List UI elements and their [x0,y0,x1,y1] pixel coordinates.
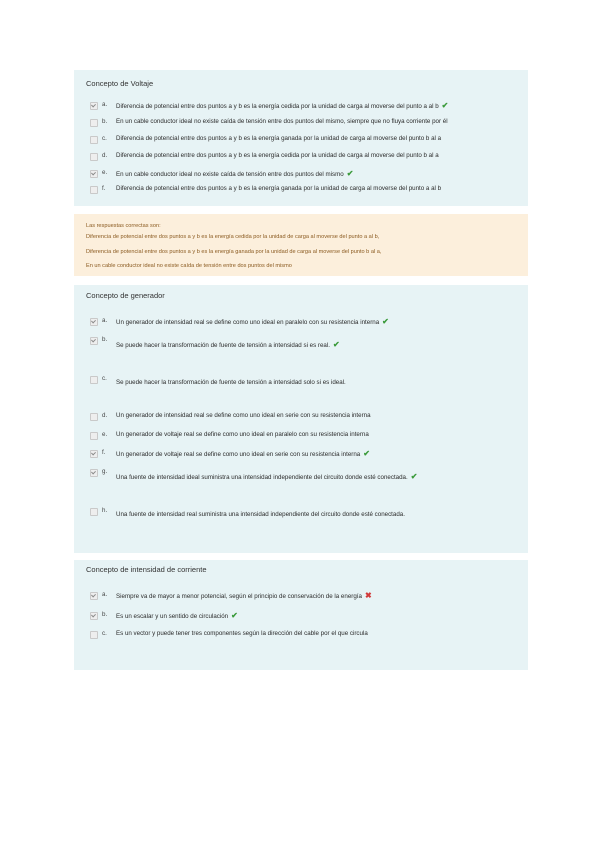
answer-option-f[interactable] [90,185,520,197]
correct-check-icon: ✔ [441,101,449,110]
option-letter: f. [102,185,106,192]
correct-check-icon: ✔ [410,472,418,481]
answer-option-e[interactable] [90,431,520,443]
checkbox[interactable] [90,318,98,326]
question-intensidad-panel [74,560,528,670]
correct-check-icon: ✔ [346,169,354,178]
option-letter: d. [102,152,108,159]
option-text: Se puede hacer la transformación de fuente de tensión a intensidad si es real. ✔ [116,340,340,349]
option-text: Es un vector y puede tener tres componentes según la dirección del cable por el que circula [116,630,368,637]
checkbox[interactable] [90,376,98,384]
checkbox[interactable] [90,612,98,620]
feedback-line: En un cable conductor ideal no existe caída de tensión entre dos puntos del mismo [86,263,292,269]
answer-option-b[interactable] [90,118,520,130]
option-letter: h. [102,507,108,514]
feedback-line: Diferencia de potencial entre dos puntos a y b es la energía ganada por la unidad de carga al moverse del punto b al a, [86,249,382,255]
answer-option-d[interactable] [90,152,520,164]
option-letter: c. [102,375,107,382]
option-letter: a. [102,101,108,108]
option-text: Diferencia de potencial entre dos puntos a y b es la energía cedida por la unidad de carga al moverse del punto a al b ✔ [116,101,449,110]
checkbox[interactable] [90,170,98,178]
option-text: Un generador de voltaje real se define como uno ideal en paralelo con su resistencia interna [116,431,369,438]
answer-option-b[interactable] [90,611,520,623]
correct-check-icon: ✔ [382,317,389,326]
question-voltaje-panel [74,70,528,206]
option-letter: f. [102,449,106,456]
option-letter: b. [102,611,108,618]
option-letter: a. [102,317,108,324]
feedback-line: Diferencia de potencial entre dos puntos a y b es la energía cedida por la unidad de carga al moverse del punto a al b, [86,234,380,240]
option-text: Un generador de intensidad real se define como uno ideal en serie con su resistencia interna [116,412,371,419]
option-letter: e. [102,431,108,438]
option-text: Una fuente de intensidad ideal suministra una intensidad independiente del circuito donde esté conectada. ✔ [116,472,418,481]
checkbox[interactable] [90,337,98,345]
feedback-panel [74,214,528,276]
option-letter: b. [102,336,108,343]
checkbox[interactable] [90,592,98,600]
checkbox[interactable] [90,413,98,421]
checkbox[interactable] [90,102,98,110]
answer-option-c[interactable] [90,375,520,391]
question-title: Concepto de intensidad de corriente [86,565,207,574]
option-letter: c. [102,630,107,637]
option-letter: a. [102,591,108,598]
answer-option-e[interactable] [90,169,520,181]
answer-option-d[interactable] [90,412,520,424]
checkbox[interactable] [90,136,98,144]
option-text: Es un escalar y un sentido de circulación ✔ [116,611,238,620]
option-text: En un cable conductor ideal no existe caída de tensión entre dos puntos del mismo, siempre que no fluya corriente por él [116,118,448,125]
answer-option-a[interactable] [90,101,520,113]
checkbox[interactable] [90,186,98,194]
correct-check-icon: ✔ [332,340,340,349]
checkbox[interactable] [90,119,98,127]
option-letter: b. [102,118,108,125]
option-text: Una fuente de intensidad real suministra una intensidad independiente del circuito donde esté conectada. [116,511,405,518]
incorrect-cross-icon: ✖ [364,591,372,600]
question-title: Concepto de generador [86,291,165,300]
answer-option-a[interactable] [90,591,520,603]
option-text: En un cable conductor ideal no existe caída de tensión entre dos puntos del mismo ✔ [116,169,354,178]
checkbox[interactable] [90,432,98,440]
checkbox[interactable] [90,469,98,477]
correct-check-icon: ✔ [363,449,370,458]
answer-option-c[interactable] [90,630,520,642]
correct-check-icon: ✔ [231,611,238,620]
answer-option-g[interactable] [90,468,520,484]
option-letter: d. [102,412,108,419]
answer-option-h[interactable] [90,507,520,523]
option-text: Un generador de intensidad real se define como uno ideal en paralelo con su resistencia interna ✔ [116,317,389,326]
option-text: Diferencia de potencial entre dos puntos a y b es la energía cedida por la unidad de carga al moverse del punto b al a [116,152,439,159]
answer-option-b[interactable] [90,336,520,352]
option-letter: c. [102,135,107,142]
checkbox[interactable] [90,508,98,516]
checkbox[interactable] [90,153,98,161]
checkbox[interactable] [90,450,98,458]
feedback-heading: Las respuestas correctas son: [86,223,161,229]
option-letter: g. [102,468,108,475]
question-title: Concepto de Voltaje [86,79,154,88]
answer-option-c[interactable] [90,135,520,147]
option-text: Un generador de voltaje real se define como uno ideal en serie con su resistencia interna ✔ [116,449,370,458]
answer-option-f[interactable] [90,449,520,461]
option-text: Diferencia de potencial entre dos puntos a y b es la energía ganada por la unidad de carga al moverse del punto b al a [116,135,442,142]
checkbox[interactable] [90,631,98,639]
option-text: Diferencia de potencial entre dos puntos a y b es la energía ganada por la unidad de carga al moverse del punto a al b [116,185,442,192]
answer-option-a[interactable] [90,317,520,329]
option-text: Se puede hacer la transformación de fuente de tensión a intensidad solo si es ideal. [116,379,346,386]
option-text: Siempre va de mayor a menor potencial, según el principio de conservación de la energía ✖ [116,591,372,600]
option-letter: e. [102,169,108,176]
question-generador-panel [74,285,528,553]
